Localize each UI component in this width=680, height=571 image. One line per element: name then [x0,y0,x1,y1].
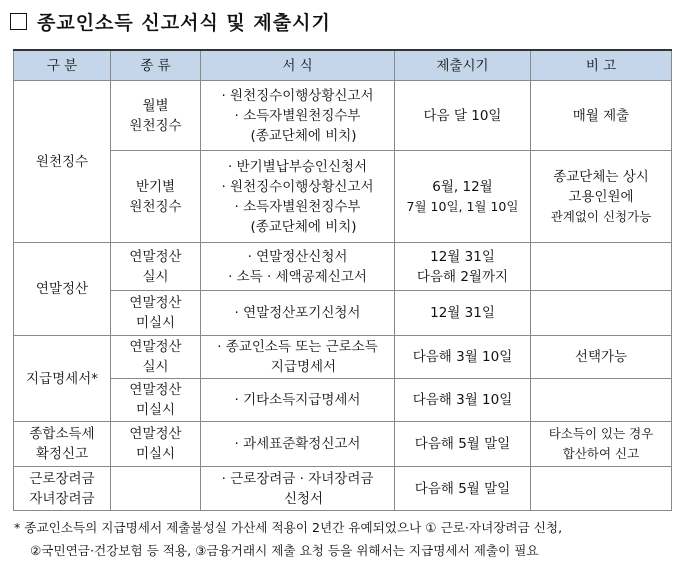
form-cell: · 연말정산포기신청서 [201,291,395,336]
table-row [14,243,672,291]
note-cell: 매월 제출 [531,81,672,151]
type-cell: 월별 원천징수 [111,81,201,151]
footnote-line: * 종교인소득의 지급명세서 제출불성실 가산세 적용이 2년간 유예되었으나 ① 근로·자녀장려금 신청, [14,520,563,535]
header-form: 서 식 [201,50,395,81]
table-row [14,379,672,422]
header-category: 구 분 [14,50,111,81]
deadline-cell: 12월 31일 [395,291,531,336]
footnote-line: ②국민연금·건강보험 등 적용, ③금융거래시 제출 요청 등을 위해서는 지급명세서 제출이 필요 [30,543,539,558]
deadline-cell: 다음 달 10일 [395,81,531,151]
deadline-cell: 12월 31일 다음해 2월까지 [395,243,531,291]
type-cell: 연말정산 미실시 [111,379,201,422]
type-cell [111,467,201,511]
schedule-table [13,49,672,511]
deadline-cell: 다음해 3월 10일 [395,336,531,379]
deadline-cell: 6월, 12월 7월 10일, 1월 10일 [395,151,531,243]
header-deadline: 제출시기 [395,50,531,81]
form-cell: · 반기별납부승인신청서 · 원천징수이행상황신고서 · 소득자별원천징수부 (종교단체에 비치) [201,151,395,243]
group-payment-statement: 지급명세서* [14,336,111,422]
group-incentive: 근로장려금 자녀장려금 [14,467,111,511]
table-row [14,81,672,151]
type-cell: 연말정산 실시 [111,336,201,379]
deadline-cell: 다음해 5월 말일 [395,467,531,511]
note-cell: 선택가능 [531,336,672,379]
group-withholding: 원천징수 [14,81,111,243]
header-row [14,50,672,81]
header-note: 비 고 [531,50,672,81]
form-cell: · 과세표준확정신고서 [201,422,395,467]
type-cell: 연말정산 미실시 [111,291,201,336]
type-cell: 반기별 원천징수 [111,151,201,243]
type-cell: 연말정산 실시 [111,243,201,291]
form-cell: · 기타소득지급명세서 [201,379,395,422]
table-row [14,291,672,336]
table-row [14,151,672,243]
note-cell: 타소득이 있는 경우 합산하여 신고 [531,422,672,467]
note-cell: 종교단체는 상시 고용인원에 관계없이 신청가능 [531,151,672,243]
group-year-end: 연말정산 [14,243,111,336]
page-title [10,6,331,36]
form-cell: · 근로장려금 · 자녀장려금 신청서 [201,467,395,511]
note-cell [531,379,672,422]
form-cell: · 원천징수이행상황신고서 · 소득자별원천징수부 (종교단체에 비치) [201,81,395,151]
checkbox-icon [10,13,27,30]
table-row [14,336,672,379]
deadline-cell: 다음해 5월 말일 [395,422,531,467]
deadline-cell: 다음해 3월 10일 [395,379,531,422]
group-global-income: 종합소득세 확정신고 [14,422,111,467]
form-cell: · 연말정산신청서 · 소득 · 세액공제신고서 [201,243,395,291]
table-row [14,422,672,467]
note-cell [531,243,672,291]
table-row [14,467,672,511]
type-cell: 연말정산 미실시 [111,422,201,467]
note-cell [531,467,672,511]
header-type: 종 류 [111,50,201,81]
form-cell: · 종교인소득 또는 근로소득 지급명세서 [201,336,395,379]
title-text: 종교인소득 신고서식 및 제출시기 [37,11,331,34]
note-cell [531,291,672,336]
footnote [14,516,674,562]
